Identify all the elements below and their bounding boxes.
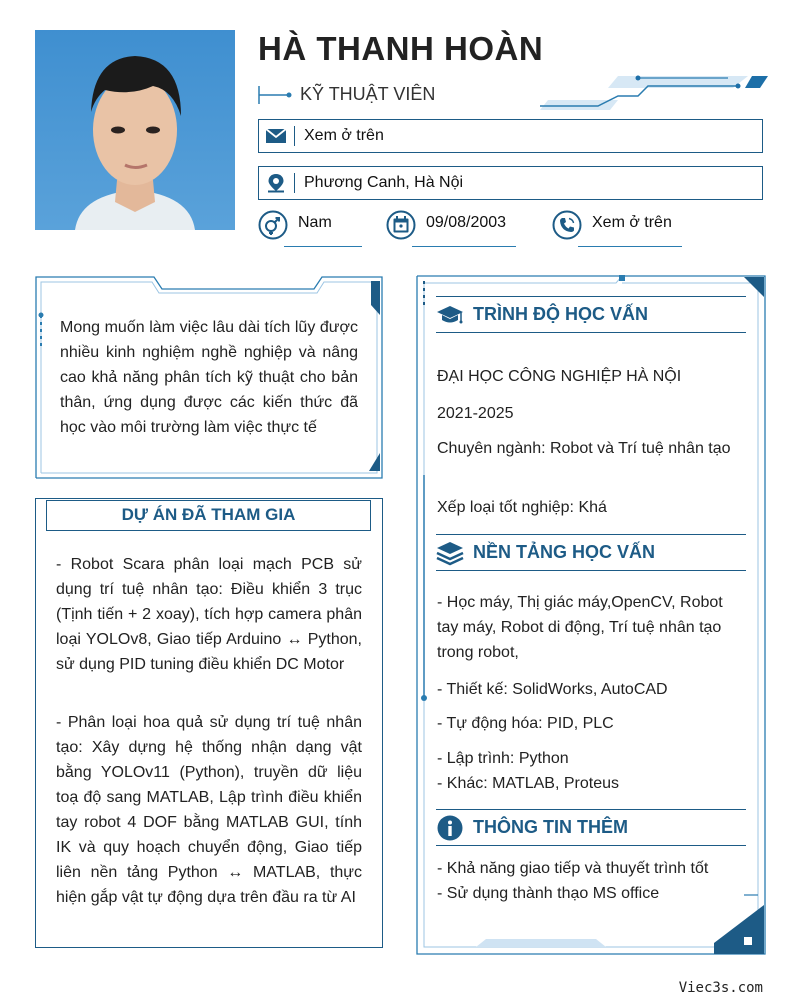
candidate-name: HÀ THANH HOÀN [258,30,544,67]
skill-item: - Thiết kế: SolidWorks, AutoCAD [437,681,668,698]
graduation-cap-icon [436,302,464,328]
project-item: - Robot Scara phân loại mạch PCB sử dụng trí tuệ nhân tạo: Điều khiển 3 trục (Tịnh tiến + 2 xoay), tích hợp camera phân loại YOLOv8, Giao tiếp Arduino ↔ Python, sử dụng PID tuning điều khiển DC Motor [56,556,362,673]
gender-value: Nam [298,214,332,231]
circuit-decoration [538,72,773,114]
career-objective: Mong muốn làm việc lâu dài tích lũy được nhiều kinh nghiệm nghề nghiệp và nâng cao khả năng phân tích kỹ thuật cho bản thân, ứng dụng được các kiến thức đã học vào môi trường làm việc thực tế [60,319,358,436]
extra-info-heading-label: THÔNG TIN THÊM [473,817,628,837]
job-title: KỸ THUẬT VIÊN [300,84,436,104]
skill-item: - Tự động hóa: PID, PLC [437,715,614,732]
envelope-icon [265,126,287,146]
info-icon [436,815,464,841]
skill-item: - Học máy, Thị giác máy,OpenCV, Robot tay máy, Robot di động, Trí tuệ nhân tạo trong robot, [437,594,723,661]
phone-value: Xem ở trên [592,214,672,231]
phone-item [552,208,682,248]
skill-item: - Lập trình: Python [437,750,569,767]
address-value: Phương Canh, Hà Nội [304,174,464,191]
profile-photo [35,30,235,230]
education-grade: Xếp loại tốt nghiệp: Khá [437,499,607,516]
education-heading-label: TRÌNH ĐỘ HỌC VẤN [473,304,648,324]
extra-info-item: - Khả năng giao tiếp và thuyết trình tốt [437,860,709,877]
project-item: - Phân loại hoa quả sử dụng trí tuệ nhân tạo: Xây dựng hệ thống nhận dạng vật bằng YOLOv11 (Python), truyền dữ liệu toạ độ sang MATLAB, Lập trình điều khiển tay robot 4 DOF bằng MATLAB GUI, tính IK và quy hoạch chuyển động, Giao tiếp liên nền tảng Python ↔ MATLAB, thực hiện gắp vật tự động dựa trên đầu ra từ AI [56,714,362,906]
education-heading [436,296,746,333]
watermark: Viec3s.com [678,980,763,996]
education-major: Chuyên ngành: Robot và Trí tuệ nhân tạo [437,440,731,457]
title-marker-icon [258,86,293,104]
calendar-icon [386,210,416,240]
birthday-item [386,208,516,248]
skills-heading-label: NỀN TẢNG HỌC VẤN [473,542,656,562]
skill-item: - Khác: MATLAB, Proteus [437,775,619,792]
location-pin-icon [265,173,287,193]
layers-icon [436,540,464,566]
email-value: Xem ở trên [304,127,384,144]
skills-heading [436,534,746,571]
birthday-value: 09/08/2003 [426,214,507,231]
address-field [258,166,763,200]
extra-info-item: - Sử dụng thành thạo MS office [437,885,660,902]
education-school: ĐẠI HỌC CÔNG NGHIỆP HÀ NỘI [437,368,682,385]
gender-icon [258,210,288,240]
gender-item [258,208,363,248]
email-field [258,119,763,153]
education-years: 2021-2025 [437,405,514,422]
projects-heading: DỰ ÁN ĐÃ THAM GIA [46,500,371,531]
extra-info-heading [436,809,746,846]
phone-icon [552,210,582,240]
